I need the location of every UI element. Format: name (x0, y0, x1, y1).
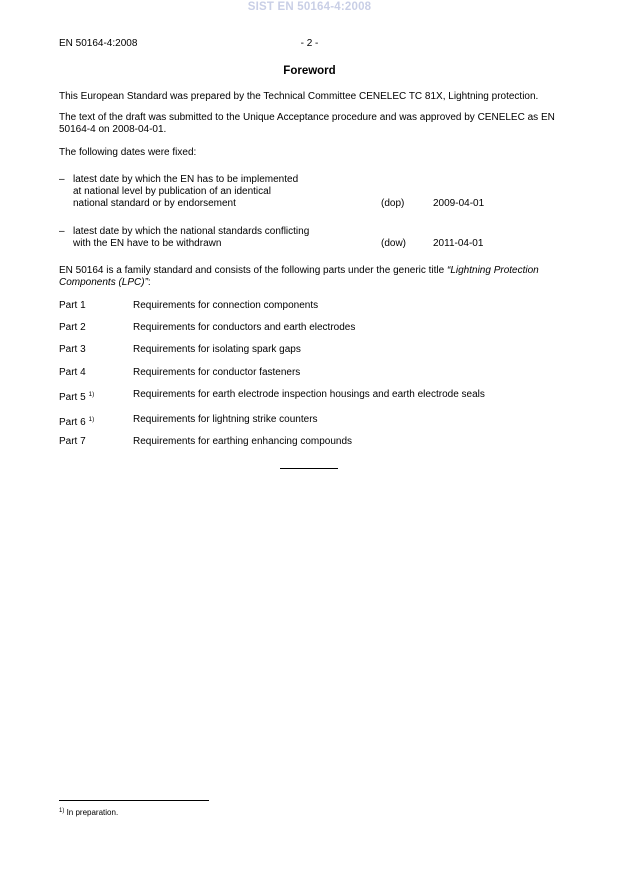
part-description: Requirements for conductors and earth electrodes (133, 322, 356, 333)
part-description: Requirements for earth electrode inspection housings and earth electrode seals (133, 389, 485, 400)
page-number: - 2 - (300, 38, 319, 49)
part-label (59, 414, 94, 429)
footnote-reference: 1) (88, 416, 95, 423)
footnote-mark: 1) (59, 808, 65, 814)
footnote (59, 806, 118, 818)
part-description: Requirements for lightning strike counters (133, 414, 318, 425)
footnote-rule (59, 800, 209, 801)
dop-line: latest date by which the EN has to be implemented (73, 174, 299, 185)
generic-title: “Lightning Protection Components (LPC)” (59, 265, 539, 288)
dop-abbreviation: (dop) (381, 198, 405, 209)
family-end: : (147, 277, 151, 288)
part-label (59, 389, 94, 404)
list-bullet: – (59, 174, 65, 185)
dop-date: 2009-04-01 (433, 198, 485, 209)
footnote-reference: 1) (88, 391, 95, 398)
end-rule (280, 468, 338, 469)
paragraph-family (59, 265, 564, 289)
document-id: EN 50164-4:2008 (59, 38, 138, 49)
watermark: SIST EN 50164-4:2008 (247, 1, 372, 13)
dop-line: at national level by publication of an identical (73, 186, 271, 197)
part-label-text: Part 6 (59, 417, 86, 428)
part-description: Requirements for isolating spark gaps (133, 344, 301, 355)
dow-line: with the EN have to be withdrawn (73, 238, 222, 249)
part-label-text: Part 5 (59, 392, 86, 403)
family-text: EN 50164 is a family standard and consists of the following parts under the generic title (59, 265, 447, 276)
footnote-text: In preparation. (66, 808, 119, 817)
part-description: Requirements for earthing enhancing compounds (133, 436, 353, 447)
paragraph-approval: The text of the draft was submitted to the Unique Acceptance procedure and was approved by CENELEC as EN 50164-4 on 2008-04-01. (59, 112, 555, 135)
part-description: Requirements for connection components (133, 300, 319, 311)
dow-abbreviation: (dow) (381, 238, 407, 249)
part-label: Part 1 (59, 300, 86, 311)
dow-line: latest date by which the national standards conflicting (73, 226, 310, 237)
paragraph-dates-intro: The following dates were fixed: (59, 147, 197, 158)
dow-date: 2011-04-01 (433, 238, 484, 249)
list-bullet: – (59, 226, 65, 237)
part-description: Requirements for conductor fasteners (133, 367, 301, 378)
paragraph-prepared-by: This European Standard was prepared by the Technical Committee CENELEC TC 81X, Lightning protection. (59, 91, 539, 102)
part-label: Part 4 (59, 367, 86, 378)
part-label: Part 2 (59, 322, 86, 333)
dop-line: national standard or by endorsement (73, 198, 236, 209)
page-title: Foreword (283, 65, 336, 77)
part-label: Part 3 (59, 344, 86, 355)
part-label: Part 7 (59, 436, 86, 447)
